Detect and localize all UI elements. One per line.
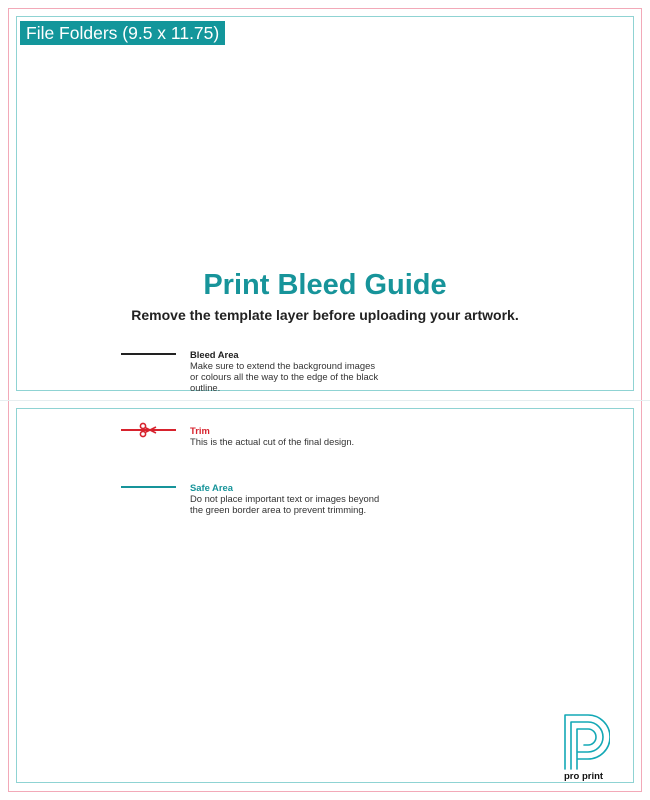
trim-legend-description: This is the actual cut of the final design. — [190, 436, 355, 447]
bleed-legend — [190, 349, 380, 393]
safe-line-sample — [121, 486, 176, 488]
brand-name: pro print — [564, 771, 604, 782]
template-title-tag: File Folders (9.5 x 11.75) — [20, 21, 225, 45]
safe-area-border-bottom-panel — [16, 408, 634, 783]
trim-legend-title: Trim — [190, 425, 210, 436]
safe-legend-title: Safe Area — [190, 482, 233, 493]
safe-legend — [190, 482, 380, 515]
bleed-legend-title: Bleed Area — [190, 349, 239, 360]
trim-legend — [190, 425, 380, 447]
bleed-line-sample — [121, 353, 176, 355]
pro-print-logo-icon — [560, 712, 610, 770]
fold-line — [0, 400, 650, 401]
guide-subtitle: Remove the template layer before uploading your artwork. — [131, 307, 519, 323]
safe-area-border-top-panel — [16, 16, 634, 391]
scissors-icon — [139, 422, 157, 438]
bleed-legend-description: Make sure to extend the background images or colours all the way to the edge of the black outline. — [190, 360, 379, 393]
safe-legend-description: Do not place important text or images beyond the green border area to prevent trimming. — [190, 493, 380, 515]
guide-title: Print Bleed Guide — [203, 269, 447, 301]
